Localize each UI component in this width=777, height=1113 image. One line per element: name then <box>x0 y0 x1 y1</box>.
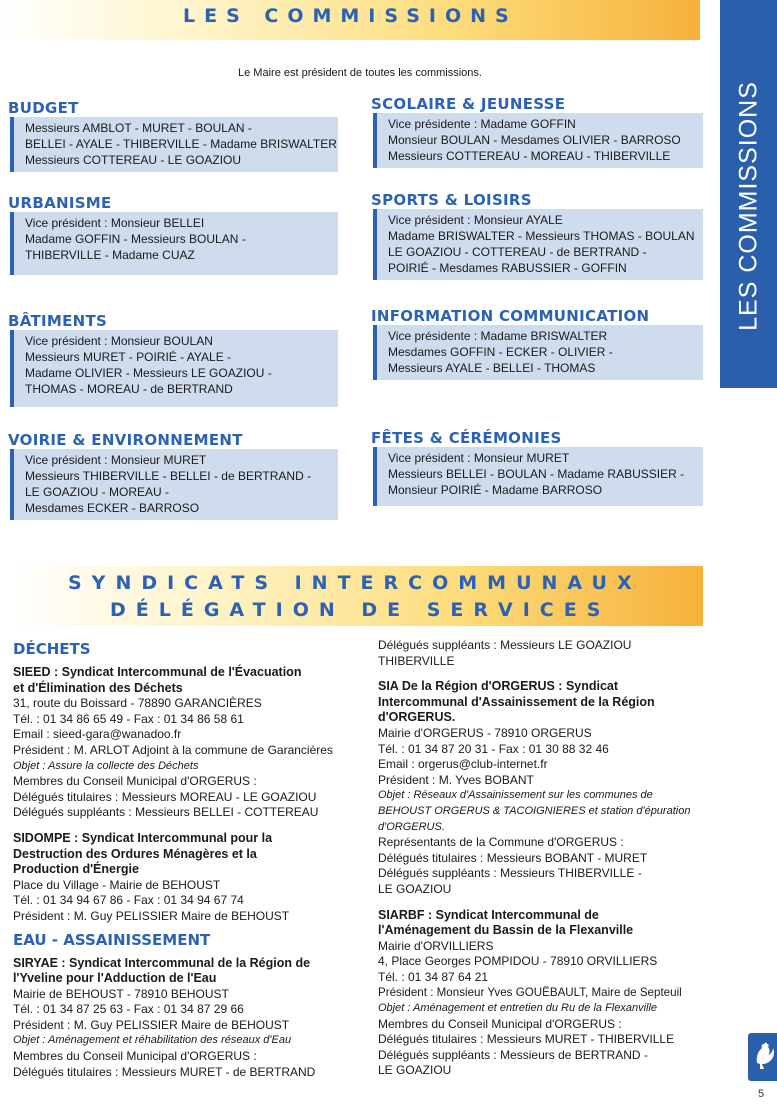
org-line: Membres du Conseil Municipal d'ORGERUS : <box>378 1016 622 1031</box>
org-line: Mairie de BEHOUST - 78910 BEHOUST <box>13 986 229 1001</box>
section-heading-eau: EAU - ASSAINISSEMENT <box>13 930 211 949</box>
side-tab <box>720 0 777 388</box>
org-line: Membres du Conseil Municipal d'ORGERUS : <box>13 1049 257 1064</box>
org-title: l'Yveline pour l'Adduction de l'Eau <box>13 971 217 986</box>
org-line: Délégués suppléants : Messieurs LE GOAZIOU <box>378 638 632 652</box>
syndicat-sieed <box>13 665 363 821</box>
member-line: Messieurs BELLEI - BOULAN - Madame RABUSSIER - <box>388 467 685 481</box>
member-line: Messieurs MURET - POIRIÉ - AYALE - <box>25 350 232 364</box>
member-line: Messieurs COTTEREAU - MOREAU - THIBERVILLE <box>388 149 671 163</box>
org-objet: Objet : Aménagement et réhabilitation des réseaux d'Eau <box>13 1034 292 1047</box>
org-title: SIRYAE : Syndicat Intercommunal de la Région de <box>13 955 311 970</box>
member-line: Vice président : Monsieur AYALE <box>388 213 563 227</box>
commission-members <box>10 212 338 275</box>
org-line: Représentants de la Commune d'ORGERUS : <box>378 835 624 850</box>
org-line: THIBERVILLE <box>378 653 455 668</box>
commission-members <box>373 447 703 506</box>
commission-title: URBANISME <box>8 194 112 212</box>
org-line: Président : M. Guy PELISSIER Maire de BEHOUST <box>13 1017 290 1032</box>
org-title: SIA De la Région d'ORGERUS : Syndicat <box>378 679 619 694</box>
section-heading-dechets: DÉCHETS <box>13 640 91 658</box>
syndicat-sia <box>378 679 713 897</box>
commission-title: INFORMATION COMMUNICATION <box>371 307 650 325</box>
member-line: LE GOAZIOU - COTTEREAU - de BERTRAND - <box>388 245 647 259</box>
org-line: Tél. : 01 34 94 67 86 - Fax : 01 34 94 67 74 <box>13 893 244 908</box>
org-line: 31, route du Boissard - 78890 GARANCIÈRES <box>13 696 262 711</box>
member-line: Madame BRISWALTER - Messieurs THOMAS - BOULAN <box>388 229 695 243</box>
commission-title: BÂTIMENTS <box>8 312 108 330</box>
commission-sports <box>373 192 703 280</box>
right-column <box>378 638 713 1079</box>
org-objet: Objet : Aménagement et entretien du Ru de la Flexanville <box>378 1002 658 1015</box>
syndicat-siarbf <box>378 908 713 1080</box>
org-line: Mairie d'ORVILLIERS <box>378 938 494 953</box>
page-title: LES COMMISSIONS <box>183 5 518 27</box>
commission-members <box>10 330 338 407</box>
org-objet: Objet : Réseaux d'Assainissement sur les communes de BEHOUST ORGERUS & TACOIGNIERES et station d'épuration d'ORGERUS. <box>378 789 691 833</box>
commission-urbanisme <box>10 195 338 275</box>
member-line: Vice président : Monsieur MURET <box>388 451 570 465</box>
syndicats-banner <box>10 566 703 626</box>
member-line: Vice président : Monsieur BELLEI <box>25 216 205 230</box>
org-line: Président : M. ARLOT Adjoint à la commune de Garancières <box>13 742 333 757</box>
commission-members <box>373 209 703 280</box>
org-title: SIARBF : Syndicat Intercommunal de <box>378 907 599 922</box>
member-line: Messieurs COTTEREAU - LE GOAZIOU <box>25 153 242 167</box>
org-line: Délégués titulaires : Messieurs MURET - THIBERVILLE <box>378 1032 675 1047</box>
org-line: Délégués suppléants : Messieurs BELLEI - COTTEREAU <box>13 805 319 820</box>
commission-title: BUDGET <box>8 99 79 117</box>
org-title: d'ORGERUS. <box>378 710 456 725</box>
commission-fetes <box>373 430 703 506</box>
header-banner <box>0 0 700 40</box>
member-line: Vice présidente : Madame GOFFIN <box>388 117 576 131</box>
member-line: Madame GOFFIN - Messieurs BOULAN - <box>25 232 246 246</box>
commission-voirie <box>10 432 338 520</box>
org-email: Email : sieed-gara@wanadoo.fr <box>13 727 182 742</box>
org-line: Délégués titulaires : Messieurs MOREAU - LE GOAZIOU <box>13 789 317 804</box>
org-title: Destruction des Ordures Ménagères et la <box>13 846 257 861</box>
member-line: POIRIÉ - Mesdames RABUSSIER - GOFFIN <box>388 261 627 275</box>
commission-budget <box>10 100 338 172</box>
org-line: 4, Place Georges POMPIDOU - 78910 ORVILLIERS <box>378 954 658 969</box>
commission-scolaire <box>373 96 703 168</box>
commission-title: FÊTES & CÉRÉMONIES <box>371 429 562 447</box>
org-line: Délégués titulaires : Messieurs BOBANT - MURET <box>378 850 648 865</box>
org-line: Délégués titulaires : Messieurs MURET - de BERTRAND <box>13 1064 316 1079</box>
org-title: Production d'Énergie <box>13 862 139 877</box>
commission-title: SPORTS & LOISIRS <box>371 191 532 209</box>
side-tab-label: LES COMMISSIONS <box>734 81 762 331</box>
commission-members <box>10 117 338 172</box>
org-title: et d'Élimination des Déchets <box>13 680 183 695</box>
syndicats-title: SYNDICATS INTERCOMMUNAUX <box>68 572 642 594</box>
member-line: LE GOAZIOU - MOREAU - <box>25 485 170 499</box>
commission-title: VOIRIE & ENVIRONNEMENT <box>8 431 243 449</box>
member-line: Mesdames ECKER - BARROSO <box>25 501 200 515</box>
member-line: Messieurs THIBERVILLE - BELLEI - de BERTRAND - <box>25 469 312 483</box>
commission-members <box>373 113 703 168</box>
org-line: Mairie d'ORGERUS - 78910 ORGERUS <box>378 725 592 740</box>
org-title: l'Aménagement du Bassin de la Flexanville <box>378 923 634 938</box>
commission-information <box>373 308 703 380</box>
delegation-title: DÉLÉGATION DE SERVICES <box>110 599 611 621</box>
member-line: THOMAS - MOREAU - de BERTRAND <box>25 382 233 396</box>
org-line: Président : Monsieur Yves GOUËBAULT, Maire de Septeuil <box>378 986 682 1000</box>
org-title: SIEED : Syndicat Intercommunal de l'Évacuation <box>13 665 302 679</box>
org-line: LE GOAZIOU <box>378 881 452 896</box>
left-column <box>13 640 363 1080</box>
commission-members <box>10 449 338 520</box>
rooster-icon <box>748 1033 777 1081</box>
intro-text: Le Maire est président de toutes les commissions. <box>238 67 482 79</box>
org-line: Tél. : 01 34 87 25 63 - Fax : 01 34 87 29 66 <box>13 1002 244 1017</box>
member-line: Messieurs AMBLOT - MURET - BOULAN - <box>25 121 252 135</box>
org-line: Président : M. Yves BOBANT <box>378 772 534 787</box>
syndicat-siryae <box>13 956 363 1081</box>
org-line: Tél. : 01 34 87 64 21 <box>378 969 489 984</box>
member-line: Vice présidente : Madame BRISWALTER <box>388 329 608 343</box>
org-email: Email : orgerus@club-internet.fr <box>378 757 548 772</box>
org-line: Membres du Conseil Municipal d'ORGERUS : <box>13 774 257 789</box>
member-line: Monsieur POIRIÉ - Madame BARROSO <box>388 483 603 497</box>
syndicat-sidompe <box>13 831 363 925</box>
org-title: SIDOMPE : Syndicat Intercommunal pour la <box>13 830 273 845</box>
commission-members <box>373 325 703 380</box>
org-title: Intercommunal d'Assainissement de la Région <box>378 694 655 709</box>
org-line: Délégués suppléants : Messieurs THIBERVILLE - <box>378 866 642 881</box>
org-line: LE GOAZIOU <box>378 1063 452 1078</box>
commission-title: SCOLAIRE & JEUNESSE <box>371 95 566 113</box>
member-line: Madame OLIVIER - Messieurs LE GOAZIOU - <box>25 366 272 380</box>
member-line: BELLEI - AYALE - THIBERVILLE - Madame BRISWALTER <box>25 137 337 151</box>
org-line: Tél. : 01 34 87 20 31 - Fax : 01 30 88 32 46 <box>378 741 609 756</box>
member-line: THIBERVILLE - Madame CUAZ <box>25 248 195 262</box>
member-line: Vice président : Monsieur BOULAN <box>25 334 213 348</box>
org-line: Tél. : 01 34 86 65 49 - Fax : 01 34 86 58 61 <box>13 711 244 726</box>
page-number: 5 <box>758 1088 765 1100</box>
member-line: Monsieur BOULAN - Mesdames OLIVIER - BARROSO <box>388 133 681 147</box>
member-line: Mesdames GOFFIN - ECKER - OLIVIER - <box>388 345 613 359</box>
org-objet: Objet : Assure la collecte des Déchets <box>13 759 199 772</box>
member-line: Messieurs AYALE - BELLEI - THOMAS <box>388 361 596 375</box>
commission-batiments <box>10 313 338 407</box>
member-line: Vice président : Monsieur MURET <box>25 453 207 467</box>
org-line: Président : M. Guy PELISSIER Maire de BEHOUST <box>13 908 290 923</box>
org-line: Place du Village - Mairie de BEHOUST <box>13 877 221 892</box>
org-line: Délégués suppléants : Messieurs de BERTRAND - <box>378 1047 648 1062</box>
